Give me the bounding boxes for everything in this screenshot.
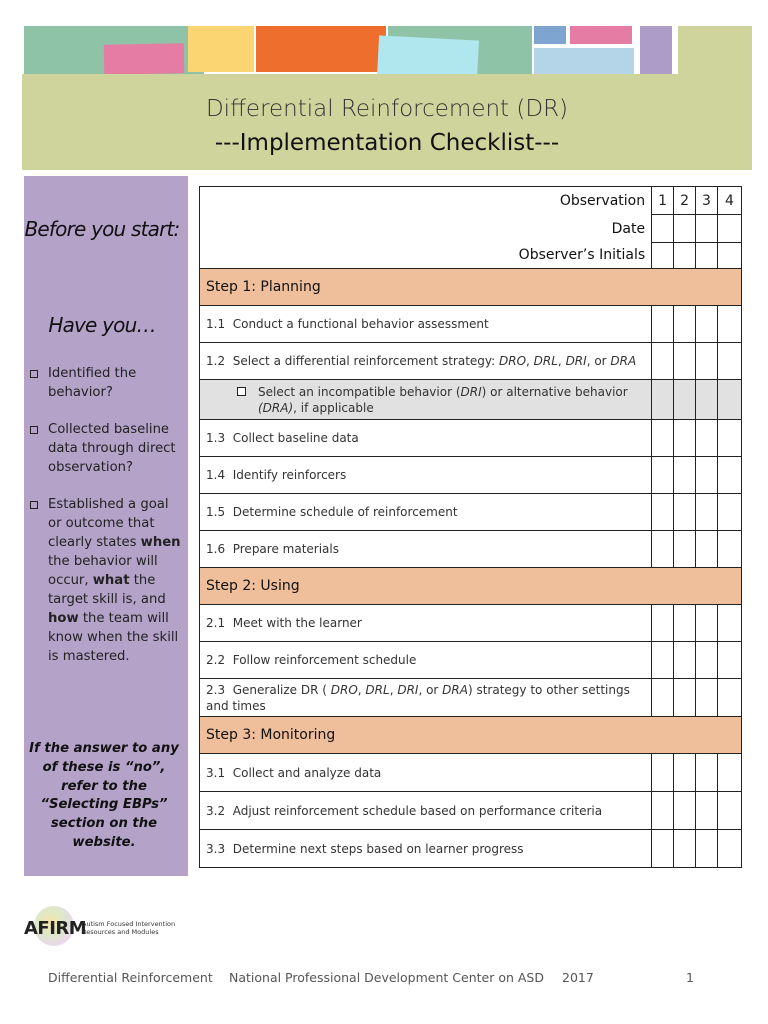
header-banner [0, 0, 768, 175]
obs-cell[interactable] [696, 457, 718, 494]
obs-cell[interactable] [696, 420, 718, 457]
item-sep: , [526, 354, 534, 368]
item-number: 2.1 [206, 616, 226, 630]
obs-cell[interactable] [652, 343, 674, 380]
obs-cell[interactable] [674, 531, 696, 568]
item-label: Follow reinforcement schedule [232, 653, 417, 667]
obs-cell[interactable] [652, 531, 674, 568]
item-sep: , if applicable [293, 400, 374, 415]
banner-block-pink-right [570, 26, 632, 44]
step-title: Step 1: Planning [200, 269, 742, 306]
obs-cell[interactable] [674, 605, 696, 642]
item-label: Collect baseline data [232, 431, 359, 445]
checklist-row [200, 420, 742, 457]
item-number: 1.4 [206, 468, 226, 482]
banner-block-pink [104, 43, 185, 74]
banner-block-orange [256, 26, 386, 72]
sidebar-item-text: the team will know when the skill is mastered. [48, 611, 179, 664]
obs-cell[interactable] [696, 494, 718, 531]
footer-year: 2017 [562, 970, 594, 985]
observation-col-4: 4 [717, 187, 741, 215]
obs-cell[interactable] [674, 792, 696, 830]
item-sep: , [557, 354, 566, 368]
observation-col-1: 1 [652, 187, 674, 215]
item-number: 1.3 [206, 431, 226, 445]
item-em: DRL [365, 682, 390, 697]
checkbox-icon [30, 426, 38, 434]
obs-cell[interactable] [674, 420, 696, 457]
checklist-row [200, 605, 742, 642]
emphasis-how: how [48, 611, 79, 626]
checkbox-icon [30, 501, 38, 509]
item-text [200, 679, 652, 717]
item-text [200, 420, 652, 457]
item-label: Select a differential reinforcement strategy: [232, 354, 499, 368]
obs-cell[interactable] [674, 642, 696, 679]
sidebar-item-text: Established a goal or outcome that clearly states [48, 497, 169, 550]
item-sep: , or [418, 682, 443, 697]
observation-row [200, 187, 742, 215]
item-text [200, 754, 652, 792]
obs-cell[interactable] [674, 754, 696, 792]
item-label: Meet with the learner [232, 616, 362, 630]
item-em: DRI [397, 682, 419, 697]
obs-cell[interactable] [717, 605, 741, 642]
checklist-row [200, 457, 742, 494]
step-row-monitoring [200, 717, 742, 754]
obs-cell[interactable] [696, 380, 718, 420]
step-title: Step 2: Using [200, 568, 742, 605]
item-number: 1.1 [206, 317, 226, 331]
item-text [200, 830, 652, 868]
observation-col-2: 2 [674, 187, 696, 215]
page-subtitle: ---Implementation Checklist--- [214, 130, 560, 156]
obs-cell[interactable] [652, 792, 674, 830]
obs-cell[interactable] [717, 420, 741, 457]
obs-cell[interactable] [696, 792, 718, 830]
afirm-logo [24, 904, 204, 948]
item-label: Prepare materials [232, 542, 339, 556]
item-label: Determine schedule of reinforcement [232, 505, 458, 519]
obs-cell[interactable] [696, 754, 718, 792]
obs-cell[interactable] [696, 830, 718, 868]
banner-block-blue [534, 26, 566, 44]
footer-center: National Professional Development Center on ASD [229, 970, 544, 985]
obs-cell[interactable] [696, 306, 718, 343]
obs-cell[interactable] [717, 380, 741, 420]
item-em: DRI [460, 384, 482, 399]
obs-cell[interactable] [652, 754, 674, 792]
obs-cell[interactable] [717, 531, 741, 568]
obs-cell[interactable] [696, 343, 718, 380]
item-label: Adjust reinforcement schedule based on performance criteria [232, 803, 603, 818]
date-cell[interactable] [652, 215, 674, 243]
banner-block-yellow [188, 26, 254, 72]
obs-cell[interactable] [717, 830, 741, 868]
initials-row [200, 243, 742, 269]
checkbox-icon[interactable] [237, 387, 246, 396]
obs-cell[interactable] [696, 679, 718, 717]
checklist-subrow [200, 380, 742, 420]
obs-cell[interactable] [674, 343, 696, 380]
item-text [200, 494, 652, 531]
checklist-row [200, 792, 742, 830]
date-label: Date [200, 215, 652, 243]
sidebar-item-identified [30, 364, 182, 402]
item-sep: , or [586, 354, 611, 368]
item-label: Determine next steps based on learner progress [232, 841, 524, 856]
obs-cell[interactable] [717, 792, 741, 830]
obs-cell[interactable] [696, 605, 718, 642]
step-row-using [200, 568, 742, 605]
sidebar-item-text: the target skill is, and [48, 573, 166, 607]
obs-cell[interactable] [717, 642, 741, 679]
sidebar-checklist [30, 364, 182, 684]
page-title: Differential Reinforcement (DR) [205, 96, 569, 122]
item-em: DRL [533, 354, 558, 368]
item-em: DRA [442, 682, 468, 697]
obs-cell[interactable] [674, 306, 696, 343]
item-number: 2.3 [206, 682, 226, 697]
sidebar-heading-have-you: Have you… [48, 313, 156, 337]
obs-cell[interactable] [717, 494, 741, 531]
obs-cell[interactable] [652, 457, 674, 494]
item-sep: , [389, 682, 398, 697]
item-em: DRO [498, 354, 527, 368]
step-row-planning [200, 269, 742, 306]
sidebar-note: If the answer to any of these is “no”, refer to the “Selecting EBPs” section on the website. [29, 741, 179, 850]
obs-cell[interactable] [674, 830, 696, 868]
obs-cell[interactable] [652, 306, 674, 343]
obs-cell[interactable] [674, 679, 696, 717]
sidebar-item-text: Identified the behavior? [48, 366, 137, 400]
observation-label: Observation [200, 187, 652, 215]
checklist-row [200, 679, 742, 717]
item-label: Identify reinforcers [232, 468, 347, 482]
observation-col-3: 3 [696, 187, 718, 215]
item-number: 3.1 [206, 765, 226, 780]
item-text [200, 457, 652, 494]
checklist-row [200, 343, 742, 380]
checklist-row [200, 306, 742, 343]
item-sep: , [357, 682, 366, 697]
item-label: ) strategy to other settings and times [206, 682, 630, 713]
checklist-row [200, 830, 742, 868]
obs-cell[interactable] [652, 380, 674, 420]
sidebar-item-established [30, 495, 182, 666]
footer-left: Differential Reinforcement [48, 970, 213, 985]
item-number: 2.2 [206, 653, 226, 667]
step-title: Step 3: Monitoring [200, 717, 742, 754]
item-label: Select an incompatible behavior ( [258, 384, 461, 399]
sidebar-item-collected [30, 420, 182, 477]
sidebar-item-text: Collected baseline data through direct observation? [48, 422, 176, 475]
item-em: DRA [610, 354, 637, 368]
date-row [200, 215, 742, 243]
obs-cell[interactable] [652, 642, 674, 679]
date-cell[interactable] [696, 215, 718, 243]
obs-cell[interactable] [674, 380, 696, 420]
obs-cell[interactable] [717, 754, 741, 792]
checklist-row [200, 531, 742, 568]
obs-cell[interactable] [696, 642, 718, 679]
obs-cell[interactable] [652, 830, 674, 868]
checklist-row [200, 754, 742, 792]
item-text [200, 306, 652, 343]
item-number: 1.6 [206, 542, 226, 556]
obs-cell[interactable] [717, 457, 741, 494]
sidebar-item-text: the behavior will occur, [48, 554, 158, 588]
item-number: 3.2 [206, 803, 226, 818]
item-text [200, 642, 652, 679]
item-number: 1.5 [206, 505, 226, 519]
footer-page-number: 1 [686, 970, 694, 985]
sidebar-before-you-start [24, 176, 188, 876]
initials-label: Observer’s Initials [200, 243, 652, 269]
obs-cell[interactable] [652, 605, 674, 642]
emphasis-when: when [140, 535, 181, 550]
obs-cell[interactable] [674, 457, 696, 494]
item-number: 1.2 [206, 354, 226, 368]
item-text [200, 531, 652, 568]
obs-cell[interactable] [717, 343, 741, 380]
obs-cell[interactable] [674, 494, 696, 531]
item-label: Collect and analyze data [232, 765, 382, 780]
initials-cell[interactable] [717, 243, 741, 269]
checklist-row [200, 494, 742, 531]
item-em: DRI [565, 354, 587, 368]
obs-cell[interactable] [717, 306, 741, 343]
logo-name: AFIRM [24, 918, 87, 939]
checkbox-icon [30, 370, 38, 378]
implementation-checklist-table [199, 186, 742, 868]
item-number: 3.3 [206, 841, 226, 856]
checklist-row [200, 642, 742, 679]
initials-cell[interactable] [652, 243, 674, 269]
obs-cell[interactable] [652, 420, 674, 457]
emphasis-what: what [92, 573, 130, 588]
obs-cell[interactable] [717, 679, 741, 717]
banner-block-olive-right [678, 26, 752, 78]
obs-cell[interactable] [652, 679, 674, 717]
logo-subtitle: Autism Focused Intervention Resources and Modules [82, 920, 176, 936]
obs-cell[interactable] [696, 531, 718, 568]
initials-cell[interactable] [696, 243, 718, 269]
item-label: Generalize DR ( [232, 682, 331, 697]
subitem-text [200, 380, 652, 420]
item-em: (DRA) [258, 400, 294, 415]
obs-cell[interactable] [652, 494, 674, 531]
item-text [200, 343, 652, 380]
item-sep: ) or alternative behavior [481, 384, 628, 399]
item-label: Conduct a functional behavior assessment [232, 317, 489, 331]
date-cell[interactable] [674, 215, 696, 243]
item-text [200, 605, 652, 642]
sidebar-heading-before: Before you start: [24, 217, 180, 241]
item-em: DRO [330, 682, 358, 697]
initials-cell[interactable] [674, 243, 696, 269]
date-cell[interactable] [717, 215, 741, 243]
item-text [200, 792, 652, 830]
